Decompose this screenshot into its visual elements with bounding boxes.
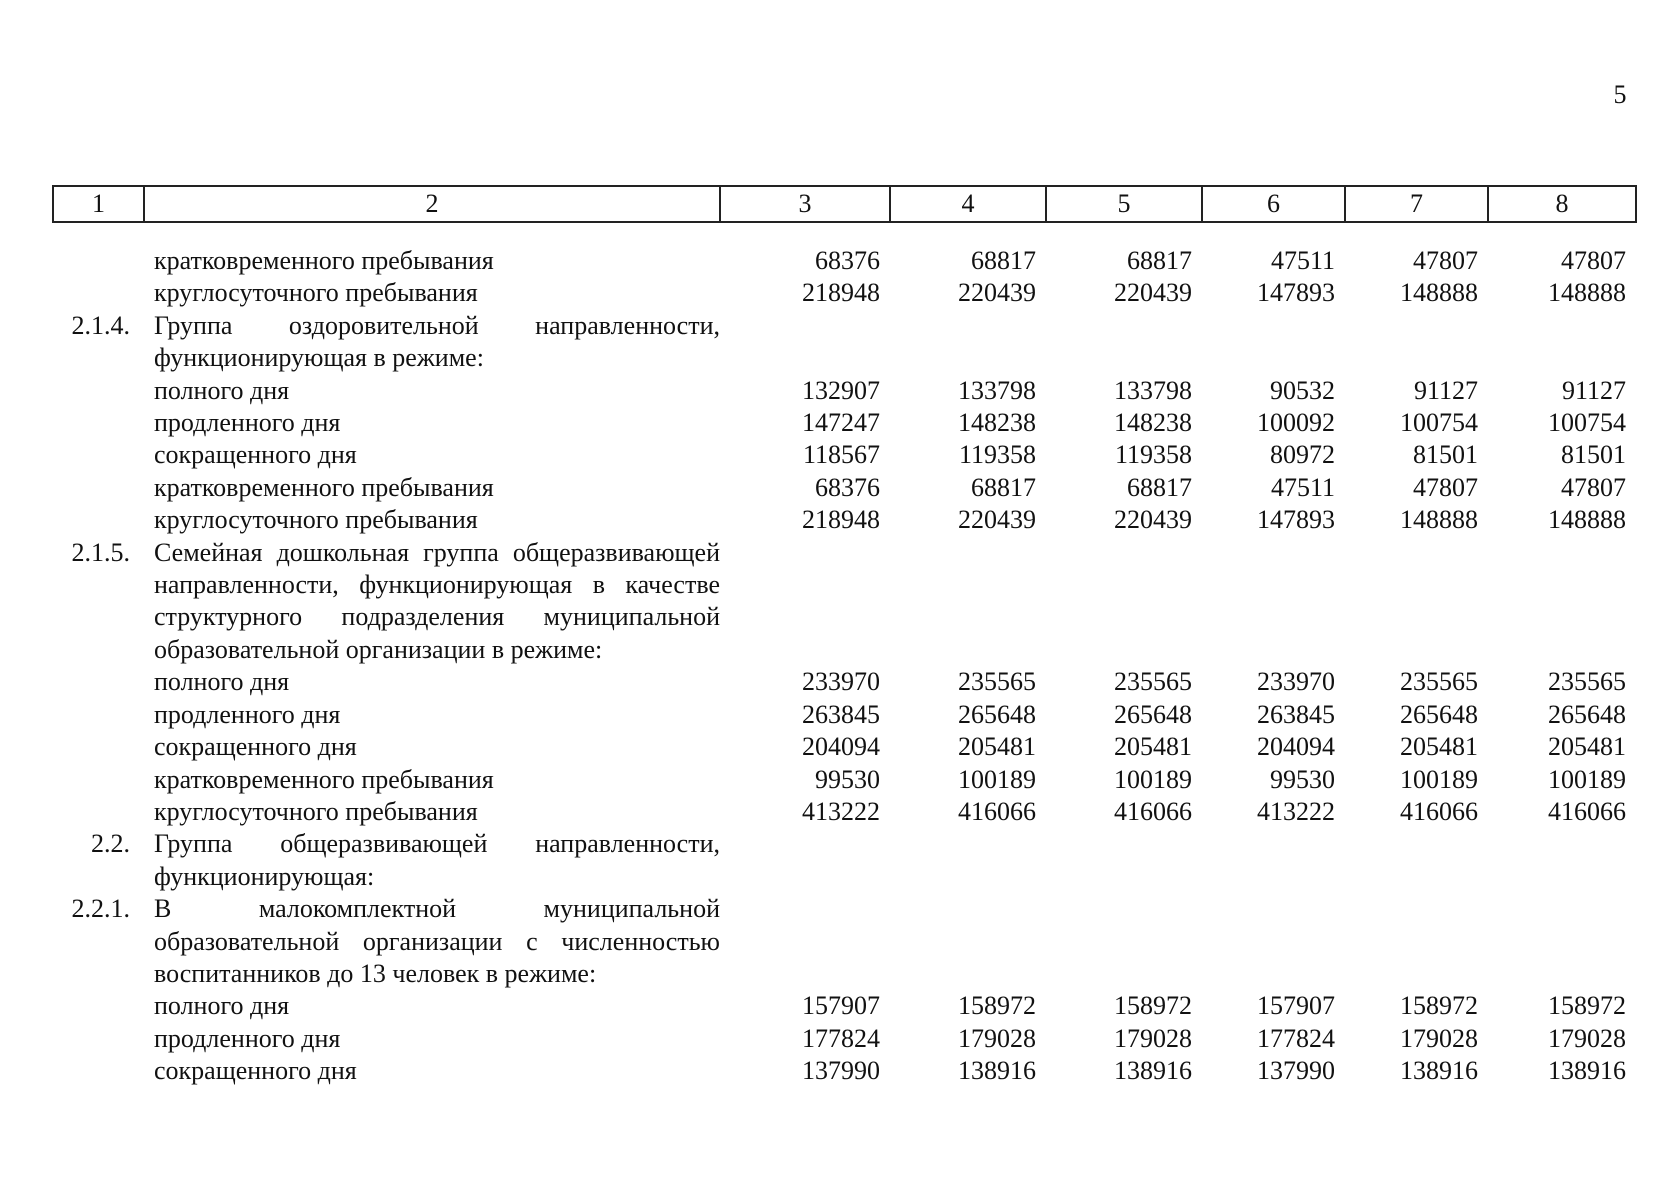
value-col-8	[1488, 310, 1636, 375]
value-col-4: 138916	[958, 1056, 1036, 1086]
value-col-4: 148238	[958, 408, 1036, 438]
value-col-7: 91127	[1413, 375, 1478, 405]
table-row	[53, 1023, 1636, 1055]
value-col-5: 205481	[1114, 732, 1192, 762]
value-col-6: 80972	[1270, 440, 1335, 470]
value-col-4	[890, 310, 1046, 375]
column-header-2: 2	[144, 186, 720, 222]
table-row	[53, 990, 1636, 1022]
row-label: продленного дня	[154, 1023, 341, 1053]
table-row	[53, 472, 1636, 504]
value-col-8: 81501	[1561, 440, 1626, 470]
value-col-6: 100092	[1257, 408, 1335, 438]
row-code	[53, 504, 144, 536]
row-code	[53, 699, 144, 731]
value-col-6: 263845	[1257, 699, 1335, 729]
value-col-3: 218948	[802, 278, 880, 308]
table-row	[53, 310, 1636, 375]
table-row	[53, 1055, 1636, 1087]
value-col-3: 204094	[802, 732, 880, 762]
value-col-5: 68817	[1127, 472, 1192, 502]
value-col-5: 235565	[1114, 667, 1192, 697]
value-col-4: 119358	[958, 440, 1036, 470]
row-label: Семейная дошкольная группа общеразвивающей направленности, функционирующая в качестве структурного подразделения муниципальной образовательной организации в режиме:	[154, 537, 720, 664]
value-col-6	[1202, 537, 1345, 667]
row-label: Группа оздоровительной направленности, функционирующая в режиме:	[154, 310, 720, 373]
table-row	[53, 828, 1636, 893]
table-body	[53, 222, 1636, 1088]
value-col-3: 137990	[802, 1056, 880, 1086]
tariff-table	[52, 185, 1637, 1088]
value-col-5	[1046, 828, 1202, 893]
table-row	[53, 699, 1636, 731]
row-label: полного дня	[154, 991, 290, 1021]
value-col-7: 148888	[1400, 505, 1478, 535]
table-row	[53, 666, 1636, 698]
value-col-3: 118567	[802, 440, 880, 470]
value-col-3: 132907	[802, 375, 880, 405]
row-code	[53, 666, 144, 698]
value-col-5: 220439	[1114, 278, 1192, 308]
value-col-5: 416066	[1114, 796, 1192, 826]
value-col-5: 68817	[1127, 246, 1192, 275]
value-col-8	[1488, 893, 1636, 990]
value-col-4: 265648	[958, 699, 1036, 729]
value-col-7	[1345, 537, 1488, 667]
row-label: круглосуточного пребывания	[154, 505, 478, 535]
value-col-5: 148238	[1114, 408, 1192, 438]
value-col-6: 137990	[1257, 1056, 1335, 1086]
row-code	[53, 407, 144, 439]
value-col-4: 235565	[958, 667, 1036, 697]
value-col-3: 263845	[802, 699, 880, 729]
value-col-6: 47511	[1270, 246, 1335, 275]
header-spacer-row	[53, 222, 1636, 245]
value-col-6: 177824	[1257, 1023, 1335, 1053]
row-label: кратковременного пребывания	[154, 764, 494, 794]
row-code	[53, 375, 144, 407]
value-col-8: 158972	[1548, 991, 1626, 1021]
row-code	[53, 439, 144, 471]
value-col-3: 99530	[815, 764, 880, 794]
column-header-3: 3	[720, 186, 890, 222]
value-col-7: 148888	[1400, 278, 1478, 308]
column-header-4: 4	[890, 186, 1046, 222]
row-code: 2.2.1.	[71, 894, 130, 924]
value-col-8	[1488, 537, 1636, 667]
value-col-4: 179028	[958, 1023, 1036, 1053]
value-col-6: 147893	[1257, 278, 1335, 308]
row-label: кратковременного пребывания	[154, 246, 494, 275]
value-col-5: 138916	[1114, 1056, 1192, 1086]
table-row	[53, 439, 1636, 471]
value-col-6: 233970	[1257, 667, 1335, 697]
value-col-7: 205481	[1400, 732, 1478, 762]
value-col-7: 47807	[1413, 472, 1478, 502]
table-row	[53, 277, 1636, 309]
value-col-8: 148888	[1548, 505, 1626, 535]
value-col-7: 138916	[1400, 1056, 1478, 1086]
value-col-4: 100189	[958, 764, 1036, 794]
row-code	[53, 990, 144, 1022]
value-col-7: 179028	[1400, 1023, 1478, 1053]
row-code	[53, 731, 144, 763]
table-row	[53, 796, 1636, 828]
row-label: сокращенного дня	[154, 440, 357, 470]
row-label: сокращенного дня	[154, 1056, 357, 1086]
value-col-6: 157907	[1257, 991, 1335, 1021]
value-col-4: 158972	[958, 991, 1036, 1021]
value-col-7: 81501	[1413, 440, 1478, 470]
value-col-8: 47807	[1561, 472, 1626, 502]
value-col-6: 147893	[1257, 505, 1335, 535]
value-col-3: 218948	[802, 505, 880, 535]
table-row	[53, 375, 1636, 407]
value-col-4	[890, 537, 1046, 667]
value-col-6	[1202, 310, 1345, 375]
value-col-3: 68376	[815, 472, 880, 502]
value-col-7	[1345, 310, 1488, 375]
row-label: круглосуточного пребывания	[154, 796, 478, 826]
value-col-4: 68817	[971, 246, 1036, 275]
value-col-5: 220439	[1114, 505, 1192, 535]
value-col-8: 179028	[1548, 1023, 1626, 1053]
row-label: полного дня	[154, 375, 290, 405]
value-col-8: 148888	[1548, 278, 1626, 308]
value-col-4: 220439	[958, 505, 1036, 535]
value-col-7: 235565	[1400, 667, 1478, 697]
value-col-8: 416066	[1548, 796, 1626, 826]
value-col-3	[720, 537, 890, 667]
value-col-8: 47807	[1561, 246, 1626, 275]
value-col-6: 47511	[1270, 472, 1335, 502]
value-col-3: 413222	[802, 796, 880, 826]
value-col-8: 235565	[1548, 667, 1626, 697]
value-col-3: 233970	[802, 667, 880, 697]
value-col-8: 91127	[1561, 375, 1626, 405]
table-row	[53, 245, 1636, 277]
value-col-6	[1202, 828, 1345, 893]
value-col-5: 265648	[1114, 699, 1192, 729]
value-col-4: 416066	[958, 796, 1036, 826]
row-code	[53, 1023, 144, 1055]
row-label: кратковременного пребывания	[154, 472, 494, 502]
value-col-4: 68817	[971, 472, 1036, 502]
value-col-8: 100189	[1548, 764, 1626, 794]
column-header-7: 7	[1345, 186, 1488, 222]
value-col-7: 265648	[1400, 699, 1478, 729]
value-col-3	[720, 828, 890, 893]
value-col-7: 47807	[1413, 246, 1478, 275]
value-col-3: 157907	[802, 991, 880, 1021]
value-col-6: 99530	[1270, 764, 1335, 794]
value-col-6: 413222	[1257, 796, 1335, 826]
value-col-7: 416066	[1400, 796, 1478, 826]
row-label: сокращенного дня	[154, 732, 357, 762]
column-number-header-row	[53, 186, 1636, 222]
value-col-6	[1202, 893, 1345, 990]
row-code	[53, 796, 144, 828]
value-col-3	[720, 310, 890, 375]
value-col-5: 179028	[1114, 1023, 1192, 1053]
value-col-3: 177824	[802, 1023, 880, 1053]
value-col-5: 158972	[1114, 991, 1192, 1021]
value-col-5: 119358	[1114, 440, 1192, 470]
value-col-7: 158972	[1400, 991, 1478, 1021]
value-col-8: 100754	[1548, 408, 1626, 438]
row-label: полного дня	[154, 667, 290, 697]
value-col-6: 204094	[1257, 732, 1335, 762]
row-code	[53, 472, 144, 504]
value-col-5: 100189	[1114, 764, 1192, 794]
table-row	[53, 504, 1636, 536]
value-col-6: 90532	[1270, 375, 1335, 405]
value-col-4: 133798	[958, 375, 1036, 405]
tariff-table-container	[52, 185, 1635, 1088]
value-col-5: 133798	[1114, 375, 1192, 405]
row-label: Группа общеразвивающей направленности, функционирующая:	[154, 829, 720, 891]
value-col-7: 100189	[1400, 764, 1478, 794]
value-col-4	[890, 893, 1046, 990]
row-code: 2.2.	[91, 829, 130, 859]
table-row	[53, 537, 1636, 667]
row-label: продленного дня	[154, 408, 341, 438]
row-code: 2.1.4.	[71, 310, 130, 340]
row-label: круглосуточного пребывания	[154, 278, 478, 308]
table-row	[53, 407, 1636, 439]
value-col-8: 265648	[1548, 699, 1626, 729]
value-col-5	[1046, 310, 1202, 375]
value-col-7: 100754	[1400, 408, 1478, 438]
row-code	[53, 764, 144, 796]
table-row	[53, 731, 1636, 763]
row-label: В малокомплектной муниципальной образовательной организации с численностью воспитанников до 13 человек в режиме:	[154, 894, 720, 988]
row-code	[53, 1055, 144, 1087]
column-header-1: 1	[53, 186, 144, 222]
value-col-7	[1345, 828, 1488, 893]
page-number: 5	[1613, 80, 1627, 109]
value-col-4	[890, 828, 1046, 893]
value-col-8: 138916	[1548, 1056, 1626, 1086]
value-col-5	[1046, 893, 1202, 990]
row-code: 2.1.5.	[71, 537, 130, 567]
value-col-8: 205481	[1548, 732, 1626, 762]
value-col-4: 205481	[958, 732, 1036, 762]
column-header-6: 6	[1202, 186, 1345, 222]
table-row	[53, 893, 1636, 990]
row-label: продленного дня	[154, 699, 341, 729]
value-col-3: 147247	[802, 408, 880, 438]
value-col-3	[720, 893, 890, 990]
value-col-4: 220439	[958, 278, 1036, 308]
column-header-8: 8	[1488, 186, 1636, 222]
table-row	[53, 764, 1636, 796]
value-col-3: 68376	[815, 246, 880, 275]
value-col-5	[1046, 537, 1202, 667]
value-col-8	[1488, 828, 1636, 893]
row-code	[53, 277, 144, 309]
row-code	[53, 245, 144, 277]
column-header-5: 5	[1046, 186, 1202, 222]
value-col-7	[1345, 893, 1488, 990]
